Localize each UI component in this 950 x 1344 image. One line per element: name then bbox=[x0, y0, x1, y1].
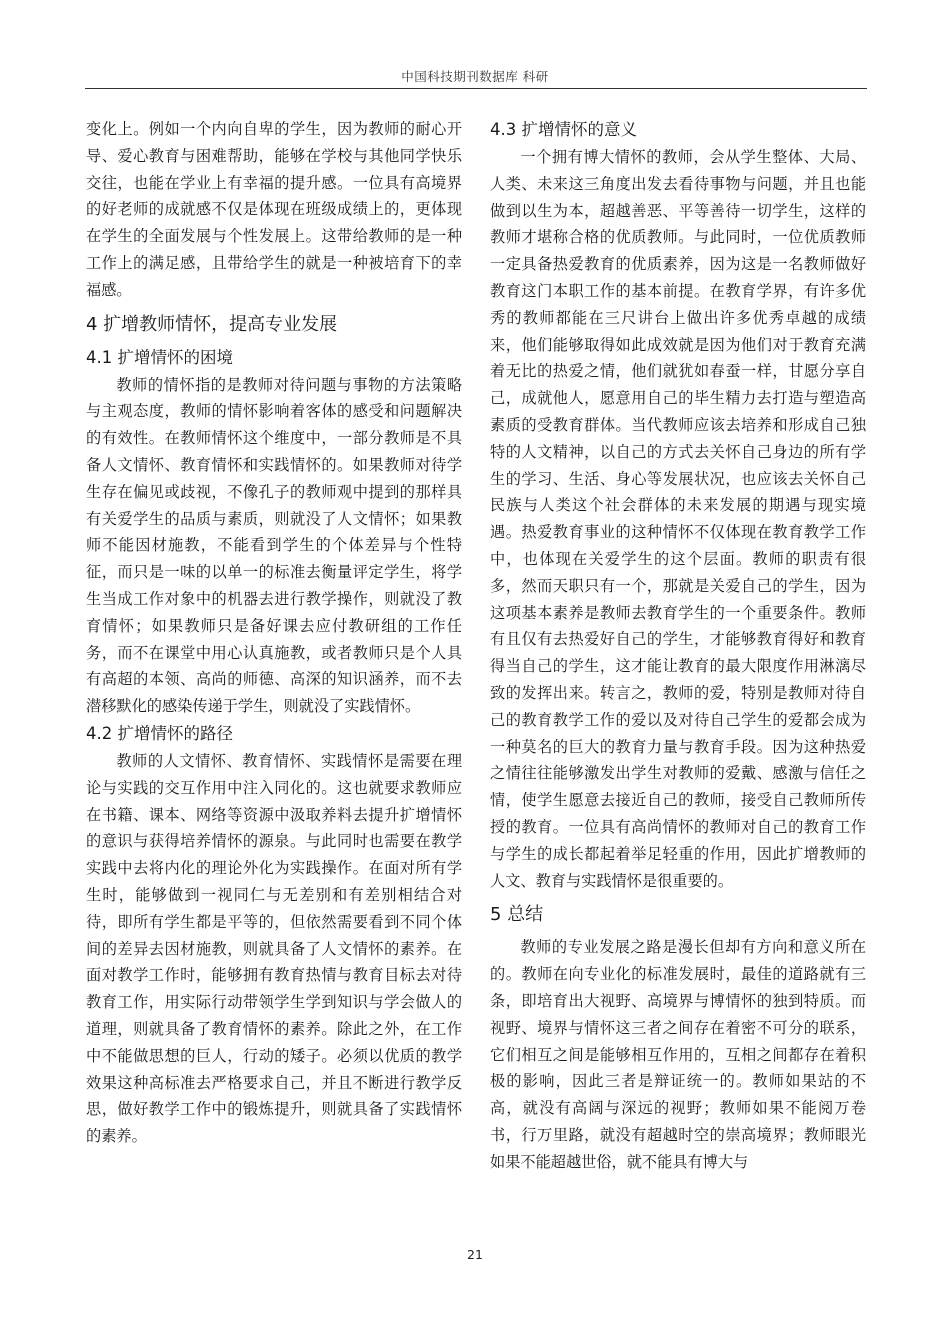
paragraph-4-2: 教师的人文情怀、教育情怀、实践情怀是需要在理论与实践的交互作用中注入同化的。这也就要求教师应在书籍、课本、网络等资源中汲取养料去提升扩增情怀的意识与获得培养情怀的源泉。与此同时也需要在教学实践中去将内化的理论外化为实践操作。在面对所有学生时，能够做到一视同仁与无差别和有差别相结合对待，即所有学生都是平等的，但依然需要看到不同个体间的差异去因材施教，则就具备了人文情怀的素养。在面对教学工作时，能够拥有教育热情与教育目标去对待教育工作，用实际行动带领学生学到知识与学会做人的道理，则就具备了教育情怀的素养。除此之外，在工作中不能做思想的巨人，行动的矮子。必须以优质的教学效果这种高标准去严格要求自己，并且不断进行教学反思，做好教学工作中的锻炼提升，则就具备了实践情怀的素养。 bbox=[86, 751, 462, 1146]
subsection-heading-4-2: 4.2 扩增情怀的路径 bbox=[86, 723, 233, 743]
page-number: 21 bbox=[467, 1247, 483, 1262]
paragraph-4-1: 教师的情怀指的是教师对待问题与事物的方法策略与主观态度，教师的情怀影响着客体的感受和问题解决的有效性。在教师情怀这个维度中，一部分教师是不具备人文情怀、教育情怀和实践情怀的。如果教师对待学生存在偏见或歧视，不像孔子的教师观中提到的那样具有关爱学生的品质与素质，则就没了人文情怀；如果教师不能因材施教，不能看到学生的个体差异与个性特征，而只是一味的以单一的标准去衡量评定学生，将学生当成工作对象中的机器去进行教学操作，则就没了教育情怀；如果教师只是备好课去应付教研组的工作任务，而不在课堂中用心认真施教，或者教师只是个人具有高超的本领、高尚的师德、高深的知识涵养，而不去潜移默化的感染传递于学生，则就没了实践情怀。 bbox=[86, 375, 462, 716]
right-column bbox=[490, 116, 866, 1175]
paragraph-5: 教师的专业发展之路是漫长但却有方向和意义所在的。教师在向专业化的标准发展时，最佳的道路就有三条，即培育出大视野、高境界与博情怀的独到特质。而视野、境界与情怀这三者之间存在着密不可分的联系，它们相互之间是能够相互作用的，互相之间都存在着积极的影响，因此三者是辩证统一的。教师如果站的不高，就没有高阔与深远的视野；教师如果不能阅万卷书，行万里路，就没有超越时空的崇高境界；教师眼光如果不能超越世俗，就不能具有博大与 bbox=[490, 938, 866, 1171]
section-heading-5: 5 总结 bbox=[490, 904, 544, 926]
paragraph-4-3: 一个拥有博大情怀的教师，会从学生整体、大局、人类、未来这三角度出发去看待事物与问题，并且也能做到以生为本，超越善恶、平等善待一切学生，这样的教师才堪称合格的优质教师。与此同时，一位优质教师一定具备热爱教育的优质素养，因为这是一名教师做好教育这门本职工作的基本前提。在教育学界，有许多优秀的教师都能在三尺讲台上做出许多优秀卓越的成绩来，他们能够取得如此成效就是因为他们对于教育充满着无比的热爱之情，他们就犹如春蚕一样，甘愿分享自己，成就他人，愿意用自己的毕生精力去打造与塑造高素质的受教育群体。当代教师应该去培养和形成自己独特的人文精神，以自己的方式去关怀自己身边的所有学生的学习、生活、身心等发展状况，也应该去关怀自己民族与人类这个社会群体的未来发展的期遇与现实境遇。热爱教育事业的这种情怀不仅体现在教育教学工作中，也体现在关爱学生的这个层面。教师的职责有很多，然而天职只有一个，那就是关爱自己的学生，因为这项基本素养是教师去教育学生的一个重要条件。教师有且仅有去热爱好自己的学生，才能够教育得好和教育得当自己的学生，这才能让教育的最大限度作用淋漓尽致的发挥出来。转言之，教师的爱，特别是教师对待自己的教育教学工作的爱以及对待自己学生的爱都会成为一种莫名的巨大的教育力量与教育手段。因为这种热爱之情往往能够激发出学生对教师的爱戴、感激与信任之情，使学生愿意去接近自己的教师，接受自己教师所传授的教育。一位具有高尚情怀的教师对自己的教育工作与学生的成长都起着举足轻重的作用，因此扩增教师的人文、教育与实践情怀是很重要的。 bbox=[490, 148, 866, 890]
left-column bbox=[86, 116, 462, 1150]
section-heading-4: 4 扩增教师情怀，提高专业发展 bbox=[86, 313, 338, 335]
subsection-heading-4-3: 4.3 扩增情怀的意义 bbox=[490, 120, 637, 139]
subsection-heading-4-1: 4.1 扩增情怀的困境 bbox=[86, 347, 233, 367]
header-rule bbox=[85, 88, 867, 89]
paragraph-continuation: 变化上。例如一个内向自卑的学生，因为教师的耐心开导、爱心教育与困难帮助，能够在学校与其他同学快乐交往，也能在学业上有幸福的提升感。一位具有高境界的好老师的成就感不仅是体现在班级成绩上的，更体现在学生的全面发展与个性发展上。这带给教师的是一种工作上的满足感，且带给学生的就是一种被培育下的幸福感。 bbox=[86, 120, 462, 299]
running-header: 中国科技期刊数据库 科研 bbox=[401, 69, 549, 84]
